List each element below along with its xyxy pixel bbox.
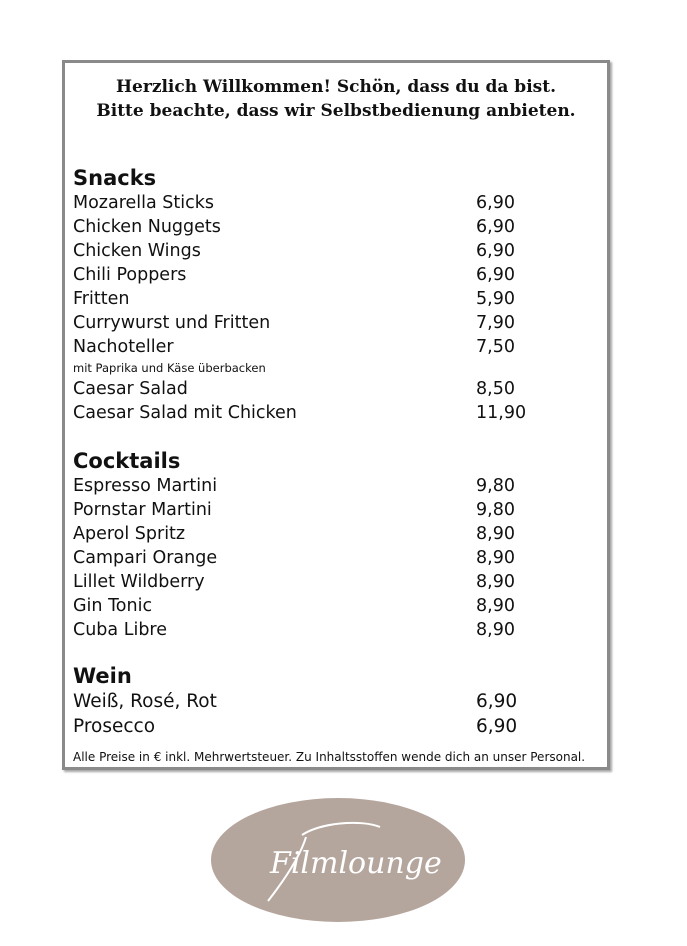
item-name: Campari Orange [73,548,218,568]
item-name: Chicken Nuggets [73,217,221,237]
section-wine [73,663,593,739]
item-price: 8,90 [476,548,515,568]
item-price: 6,90 [476,716,518,737]
item-price: 6,90 [476,217,515,237]
section-title: Wein [73,664,132,688]
menu-item [73,522,593,546]
item-price: 8,90 [476,572,515,592]
welcome-line-1: Herzlich Willkommen! Schön, dass du da bist. [115,77,556,97]
menu-item [73,474,593,498]
item-name: Chicken Wings [73,241,201,261]
item-name: Gin Tonic [73,596,153,616]
menu-item [73,311,593,335]
item-name: Caesar Salad [73,379,188,399]
section-snacks [73,165,593,425]
item-price: 7,50 [476,337,515,357]
item-note: mit Paprika und Käse überbacken [73,361,266,375]
item-name: Prosecco [73,716,156,737]
item-name: Espresso Martini [73,476,218,496]
menu-item [73,263,593,287]
section-title: Cocktails [73,449,181,473]
welcome-line-2: Bitte beachte, dass wir Selbstbedienung anbieten. [96,101,576,121]
logo-text: Filmlounge [270,846,442,881]
item-price: 5,90 [476,289,515,309]
item-price: 9,80 [476,476,515,496]
menu-item [73,618,593,642]
menu-item [73,287,593,311]
item-price: 8,90 [476,596,515,616]
item-name: Nachoteller [73,337,174,357]
item-price: 6,90 [476,265,515,285]
menu-card [62,60,610,770]
item-price: 11,90 [476,403,527,423]
item-name: Pornstar Martini [73,500,212,520]
item-name: Lillet Wildberry [73,572,205,592]
item-price: 7,90 [476,313,515,333]
menu-item [73,570,593,594]
menu-item [73,498,593,522]
menu-item [73,689,593,714]
section-title: Snacks [73,166,157,190]
item-price: 9,80 [476,500,515,520]
footer-note: Alle Preise in € inkl. Mehrwertsteuer. Zu Inhaltsstoffen wende dich an unser Personal. [73,750,586,764]
menu-item [73,714,593,739]
item-name: Caesar Salad mit Chicken [73,403,297,423]
item-price: 8,50 [476,379,515,399]
item-price: 6,90 [476,193,515,213]
item-name: Currywurst und Fritten [73,313,271,333]
menu-item [73,335,593,359]
item-name: Chili Poppers [73,265,187,285]
item-name: Mozarella Sticks [73,193,215,213]
item-price: 6,90 [476,691,518,712]
menu-item [73,594,593,618]
menu-item [73,377,593,401]
item-name: Aperol Spritz [73,524,186,544]
menu-item [73,215,593,239]
item-price: 6,90 [476,241,515,261]
item-name: Fritten [73,289,130,309]
item-price: 8,90 [476,620,515,640]
item-price: 8,90 [476,524,515,544]
item-name: Weiß, Rosé, Rot [73,691,217,712]
filmlounge-logo [210,797,466,923]
menu-item [73,401,593,425]
welcome-message [65,75,607,123]
section-cocktails [73,448,593,642]
menu-item [73,239,593,263]
menu-item [73,191,593,215]
item-name: Cuba Libre [73,620,168,640]
menu-item [73,546,593,570]
